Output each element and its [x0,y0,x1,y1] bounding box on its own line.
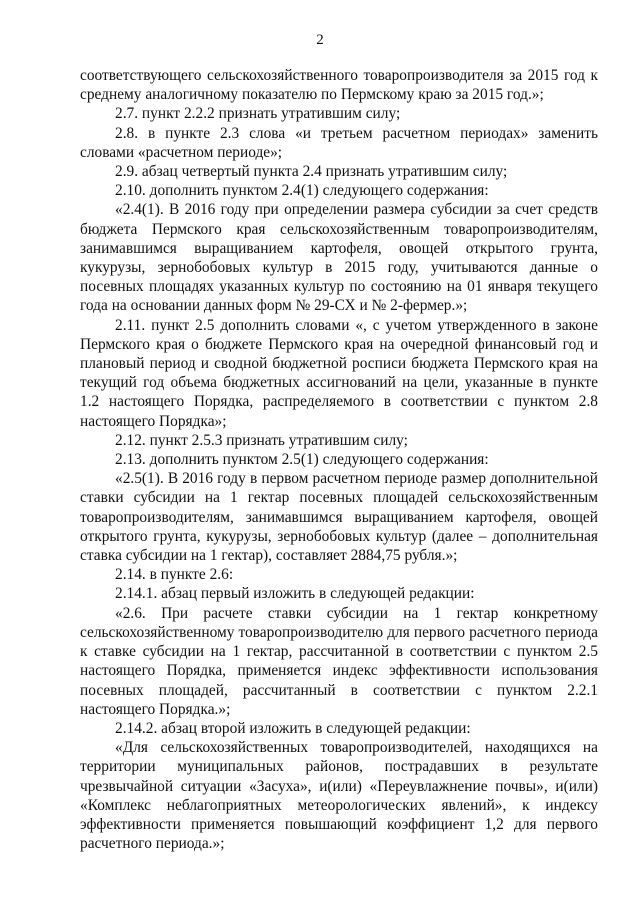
paragraph-1: соответствующего сельскохозяйственного товаропроизводителя за 2015 год к среднему аналогичному показателю по Пермскому краю за 2015 год.»; [80,67,598,104]
paragraph-14: 2.14.2. абзац второй изложить в следующей редакции: [115,719,471,737]
document-body [80,66,598,853]
page-number: 2 [316,32,324,48]
paragraph-15: «Для сельскохозяйственных товаропроизводителей, находящихся на территории муниципальных районов, пострадавших в результате чрезвычайной ситуации «Засуха», и(или) «Переувлажнение почвы», и(или) «Комплекс неблагоприятных метеорологических явлений», к индексу эффективности применяется повышающий коэффициент 1,2 для первого расчетного периода.»; [80,739,598,853]
paragraph-13: «2.6. При расчете ставки субсидии на 1 гектар конкретному сельскохозяйственному товаропроизводителю для первого расчетного периода к ставке субсидии на 1 гектар, рассчитанной в соответствии с пунктом 2.5 настоящего Порядка, применяется индекс эффективности использования посевных площадей, рассчитанный в соответствии с пунктом 2.2.1 настоящего Порядка.»; [80,604,598,718]
paragraph-8: 2.12. пункт 2.5.3 признать утратившим силу; [115,431,408,449]
paragraph-10: «2.5(1). В 2016 году в первом расчетном периоде размер дополнительной ставки субсидии на 1 гектар посевных площадей сельскохозяйственным товаропроизводителям, занимавшимся выращиванием картофеля, овощей открытого грунта, кукурузы, зернобобовых культур (далее – дополнительная ставка субсидии на 1 гектар), составляет 2884,75 рубля.»; [80,470,598,565]
paragraph-4: 2.9. абзац четвертый пункта 2.4 признать утратившим силу; [115,163,508,181]
paragraph-11: 2.14. в пункте 2.6: [115,566,234,584]
paragraph-3: 2.8. в пункте 2.3 слова «и третьем расчетном периодах» заменить словами «расчетном периоде»; [80,124,598,161]
paragraph-2: 2.7. пункт 2.2.2 признать утратившим силу; [115,105,401,123]
paragraph-12: 2.14.1. абзац первый изложить в следующей редакции: [115,585,475,603]
paragraph-6: «2.4(1). В 2016 году при определении размера субсидии за счет средств бюджета Пермского края сельскохозяйственным товаропроизводителям, занимавшимся выращиванием картофеля, овощей открытого грунта, кукурузы, зернобобовых культур в 2015 году, учитываются данные о посевных площадях указанных культур по состоянию на 01 января текущего года на основании данных форм № 29-СХ и № 2-фермер.»; [80,201,598,315]
paragraph-9: 2.13. дополнить пунктом 2.5(1) следующего содержания: [115,451,489,469]
paragraph-7: 2.11. пункт 2.5 дополнить словами «, с учетом утвержденного в законе Пермского края о бюджете Пермского края на очередной финансовый год и плановый период и сводной бюджетной росписи бюджета Пермского края на текущий год объема бюджетных ассигнований на цели, указанные в пункте 1.2 настоящего Порядка, распределяемого в соответствии с пунктом 2.8 настоящего Порядка»; [80,316,598,430]
paragraph-5: 2.10. дополнить пунктом 2.4(1) следующего содержания: [115,182,489,200]
